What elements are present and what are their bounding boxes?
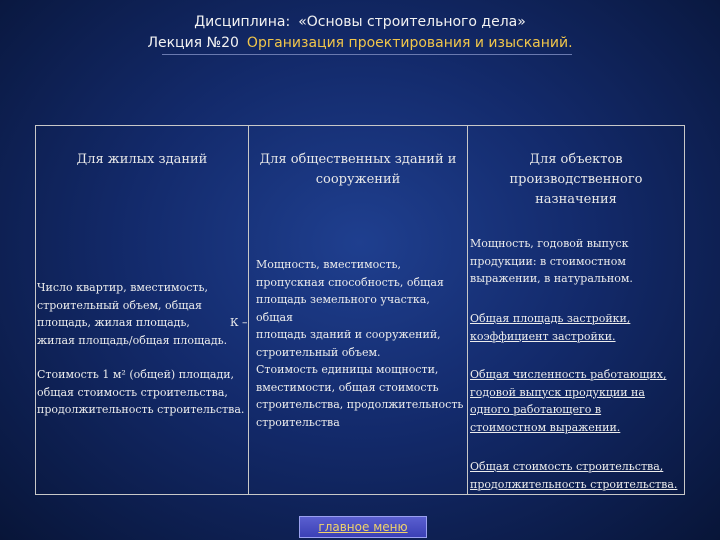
lecture-line [0, 33, 720, 54]
industrial-indicators-2: Общая площадь застройки, коэффициент застройки. [470, 312, 631, 343]
discipline-title: «Основы строительного дела» [298, 14, 526, 30]
residential-indicators-1: Число квартир, вместимость, строительный объем, общая площадь, жилая площадь, жилая площадь/общая площадь. [37, 281, 228, 347]
lecture-label: Лекция №20 [147, 35, 239, 51]
column-heading-public: Для общественных зданий и сооружений [259, 152, 457, 187]
column-heading-industrial: Для объектов производственного назначения [509, 152, 643, 207]
public-indicators: Мощность, вместимость, пропускная способность, общая площадь земельного участка, общая площадь зданий и сооружений, строительный объем. Стоимость единицы мощности, вместимости, общая стоимость строительства, продолжительность строительства [256, 258, 464, 429]
main-menu-button[interactable]: главное меню [299, 516, 427, 538]
coefficient-k-label: К – [230, 316, 248, 329]
discipline-line [0, 12, 720, 33]
slide-header [0, 12, 720, 54]
industrial-indicators-3: Общая численность работающих, годовой выпуск продукции на одного работающего в стоимостном выражении. [470, 368, 667, 434]
industrial-indicators-1: Мощность, годовой выпуск продукции: в стоимостном выражении, в натуральном. [470, 237, 633, 285]
industrial-indicators-4: Общая стоимость строительства, продолжительность строительства. [470, 460, 678, 491]
header-divider [162, 54, 572, 55]
residential-indicators-2: Стоимость 1 м² (общей) площади, общая стоимость строительства, продолжительность строительства. [37, 368, 245, 416]
column-heading-residential: Для жилых зданий [76, 152, 208, 167]
discipline-label: Дисциплина: [194, 14, 291, 30]
lecture-title: Организация проектирования и изысканий. [246, 35, 573, 51]
